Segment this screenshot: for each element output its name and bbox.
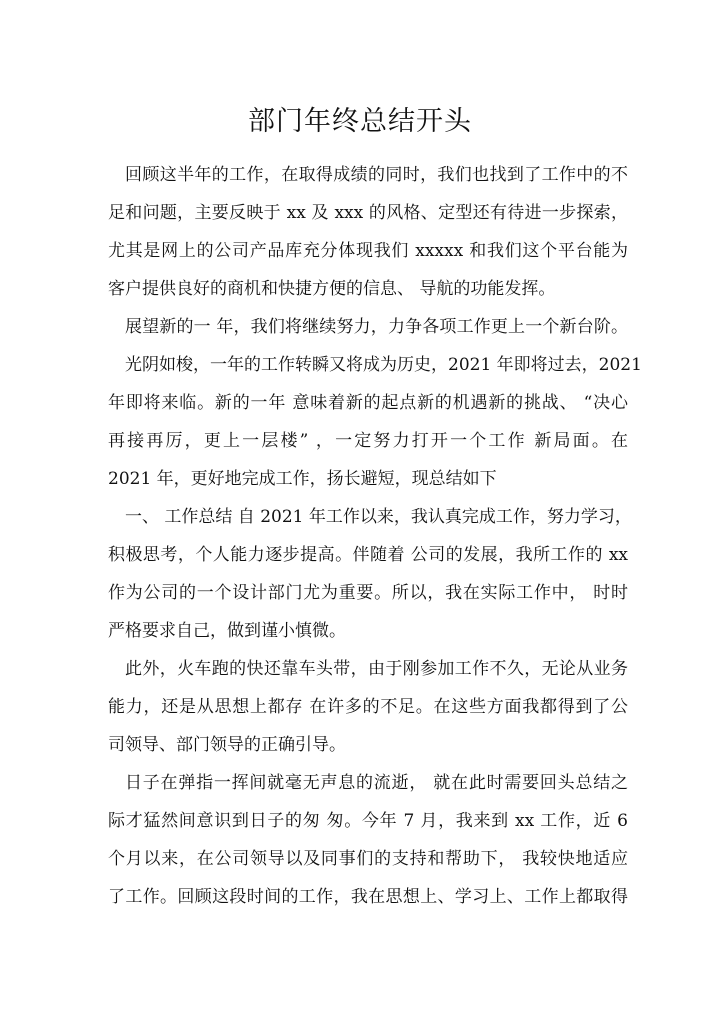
- text-line: 此外，火车跑的快还靠车头带，由于刚参加工作不久，无论从业务: [125, 659, 628, 679]
- text-line: 了工作。回顾这段时间的工作，我在思想上、学习上、工作上都取得: [108, 887, 628, 907]
- text-line: 能力，还是从思想上都存 在许多的不足。在这些方面我都得到了公: [108, 697, 628, 717]
- text-line: 展望新的一 年，我们将继续努力，力争各项工作更上一个新台阶。: [125, 317, 628, 337]
- text-line: 个月以来，在公司领导以及同事们的支持和帮助下， 我较快地适应: [108, 849, 628, 869]
- text-line: 严格要求自己，做到谨小慎微。: [108, 621, 346, 641]
- text-line: 足和问题，主要反映于 xx 及 xxx 的风格、定型还有待进一步探索，: [108, 203, 628, 223]
- text-line: 一、 工作总结 自 2021 年工作以来，我认真完成工作，努力学习，: [125, 507, 632, 527]
- text-line: 日子在弹指一挥间就毫无声息的流逝， 就在此时需要回头总结之: [125, 773, 628, 793]
- text-line: 年即将来临。新的一年 意味着新的起点新的机遇新的挑战、 “决心: [108, 393, 628, 413]
- text-line: 再接再厉，更上一层楼” ，一定努力打开一个工作 新局面。在: [108, 431, 628, 451]
- text-line: 光阴如梭，一年的工作转瞬又将成为历史，2021 年即将过去，2021: [125, 355, 642, 375]
- document-title: 部门年终总结开头: [248, 106, 472, 137]
- text-line: 2021 年，更好地完成工作，扬长避短，现总结如下: [108, 469, 497, 489]
- text-line: 际才猛然间意识到日子的匆 匆。今年 7 月，我来到 xx 工作，近 6: [108, 811, 628, 831]
- text-line: 尤其是网上的公司产品库充分体现我们 xxxxx 和我们这个平台能为: [108, 241, 628, 261]
- text-line: 司领导、部门领导的正确引导。: [108, 735, 346, 755]
- text-line: 积极思考，个人能力逐步提高。伴随着 公司的发展，我所工作的 xx: [108, 545, 628, 565]
- text-line: 作为公司的一个设计部门尤为重要。所以，我在实际工作中， 时时: [108, 583, 628, 603]
- text-line: 客户提供良好的商机和快捷方便的信息、 导航的功能发挥。: [108, 279, 556, 299]
- text-line: 回顾这半年的工作，在取得成绩的同时，我们也找到了工作中的不: [125, 165, 628, 185]
